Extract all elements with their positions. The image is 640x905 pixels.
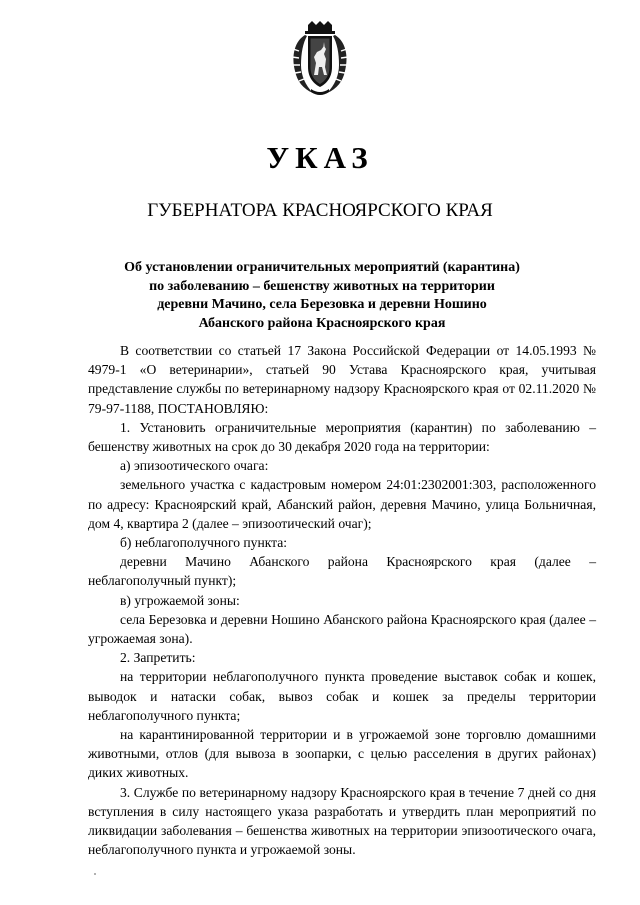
paragraph-ban-exhibitions: на территории неблагополучного пункта проведение выставок собак и кошек, выводок и натаски собак, вывоз собак и кошек за пределы территории неблагополучного пункта;	[88, 669, 596, 723]
paragraph-subitem-c: в) угрожаемой зоны:	[120, 592, 240, 608]
paragraph-unfavorable-point: деревни Мачино Абанского района Красноярского края (далее – неблагополучный пункт);	[88, 554, 596, 589]
coat-of-arms-icon	[291, 21, 349, 97]
paragraph-ban-trade: на карантинированной территории и в угрожаемой зоне торговлю домашними животными, отлов (для вывоза в зоопарки, с целью расселения в других районах) диких животных.	[88, 727, 596, 781]
paragraph-item-1: 1. Установить ограничительные мероприятия (карантин) по заболеванию – бешенству животных на срок до 30 декабря 2020 года на территории:	[88, 419, 596, 455]
document-title: УКАЗ	[266, 140, 374, 175]
paragraph-item-3: 3. Службе по ветеринарному надзору Красноярского края в течение 7 дней со дня вступления в силу настоящего указа разработать и утвердить план мероприятий по ликвидации заболевания – бешенства животных на территории эпизоотического очага, неблагополучного пункта и угрожаемой зоны.	[88, 784, 596, 858]
heading-line: деревни Мачино, села Березовка и деревни Ношино	[157, 297, 487, 312]
heading-line: Об установлении ограничительных мероприятий (карантина)	[124, 260, 520, 275]
heading-line: Абанского района Красноярского края	[198, 315, 446, 331]
paragraph-subitem-b: б) неблагополучного пункта:	[120, 535, 288, 551]
paragraph-epizootic-site: земельного участка с кадастровым номером 24:01:2302001:303, расположенного по адресу: Красноярский край, Абанский район, деревня Мачино, улица Больничная, дом 4, квартира 2 (далее – эпизоотический очаг);	[88, 477, 596, 531]
paragraph-threatened-zone: села Березовка и деревни Ношино Абанского района Красноярского края (далее – угрожаемая зона).	[88, 611, 596, 647]
document-subtitle: ГУБЕРНАТОРА КРАСНОЯРСКОГО КРАЯ	[147, 200, 493, 221]
scan-speck	[94, 873, 96, 875]
paragraph-preamble: В соответствии со статьей 17 Закона Российской Федерации от 14.05.1993 № 4979-1 «О ветеринарии», статьей 90 Устава Красноярского края, учитывая представление службы по ветеринарному надзору Красноярского края от 02.11.2020 № 79-97-1188, ПОСТАНОВЛЯЮ:	[88, 343, 596, 416]
decree-body	[88, 341, 596, 859]
decree-heading	[96, 259, 548, 333]
paragraph-subitem-a: а) эпизоотического очага:	[120, 458, 269, 474]
heading-line: по заболеванию – бешенству животных на территории	[149, 278, 495, 294]
paragraph-item-2: 2. Запретить:	[120, 650, 196, 666]
